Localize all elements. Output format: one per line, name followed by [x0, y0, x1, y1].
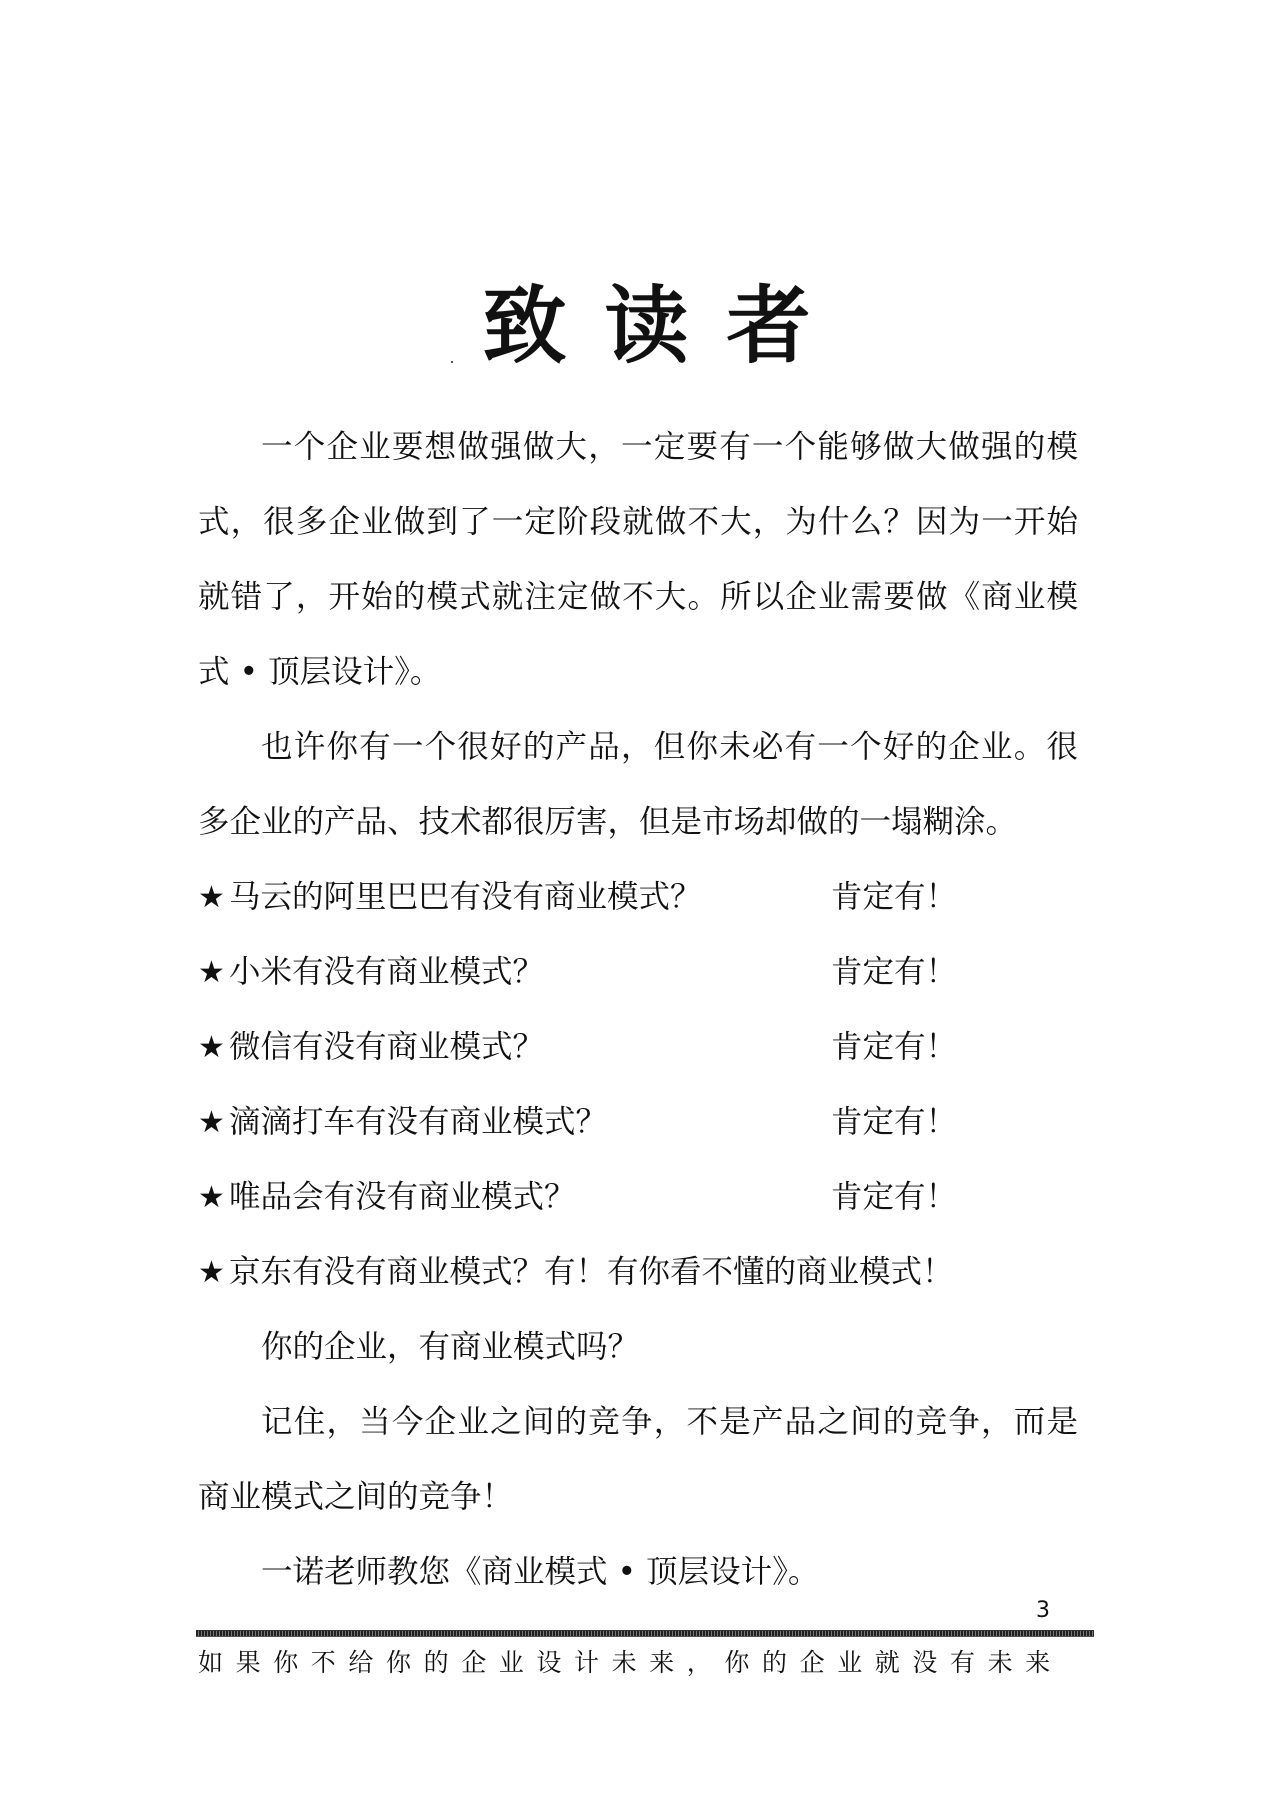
- star-icon: ★: [198, 1030, 225, 1065]
- qa-question: 唯品会有没有商业模式？: [229, 1179, 576, 1215]
- qa-item: [198, 1010, 1078, 1085]
- qa-item: [198, 935, 1078, 1010]
- page-title: 致读者: [482, 277, 849, 375]
- star-icon: ★: [198, 1105, 225, 1140]
- qa-item: [198, 860, 1078, 935]
- star-icon: ★: [198, 880, 225, 915]
- paragraph: 也许你有一个很好的产品，但你未必有一个好的企业。很多企业的产品、技术都很厉害，但是市场却做的一塌糊涂。: [198, 729, 1078, 840]
- qa-question: 小米有没有商业模式？: [229, 954, 545, 990]
- qa-question: 微信有没有商业模式？: [229, 1029, 545, 1065]
- qa-question: 滴滴打车有没有商业模式？: [229, 1104, 608, 1140]
- paragraph: 记住，当今企业之间的竞争，不是产品之间的竞争，而是商业模式之间的竞争！: [198, 1404, 1078, 1515]
- qa-answer: 肯定有！: [831, 1179, 958, 1215]
- qa-answer: 肯定有！: [831, 879, 958, 915]
- qa-question: 马云的阿里巴巴有没有商业模式？: [229, 879, 702, 915]
- star-icon: ★: [198, 1180, 225, 1215]
- paragraph: 你的企业，有商业模式吗？: [261, 1329, 640, 1365]
- paragraph: 一诺老师教您《商业模式 • 顶层设计》。: [261, 1554, 820, 1590]
- footer-slogan: 如果你不给你的企业设计未来，你的企业就没有未来: [198, 1648, 1063, 1677]
- qa-item-jd: [198, 1235, 1078, 1310]
- qa-answer: 肯定有！: [831, 1104, 958, 1140]
- qa-item: [198, 1160, 1078, 1235]
- body-text: [198, 410, 1078, 1610]
- footer-divider: [196, 1630, 1094, 1637]
- qa-statement: 京东有没有商业模式？有！有你看不懂的商业模式！: [229, 1254, 954, 1290]
- star-icon: ★: [198, 955, 225, 990]
- qa-answer: 肯定有！: [831, 1029, 958, 1065]
- qa-answer: 肯定有！: [831, 954, 958, 990]
- scan-speck: [451, 361, 453, 363]
- paragraph: 一个企业要想做强做大，一定要有一个能够做大做强的模式，很多企业做到了一定阶段就做不大，为什么？因为一开始就错了，开始的模式就注定做不大。所以企业需要做《商业模式 • 顶层设计》。: [198, 429, 1078, 690]
- star-icon: ★: [198, 1255, 225, 1290]
- qa-item: [198, 1085, 1078, 1160]
- page-number: 3: [1036, 1598, 1050, 1623]
